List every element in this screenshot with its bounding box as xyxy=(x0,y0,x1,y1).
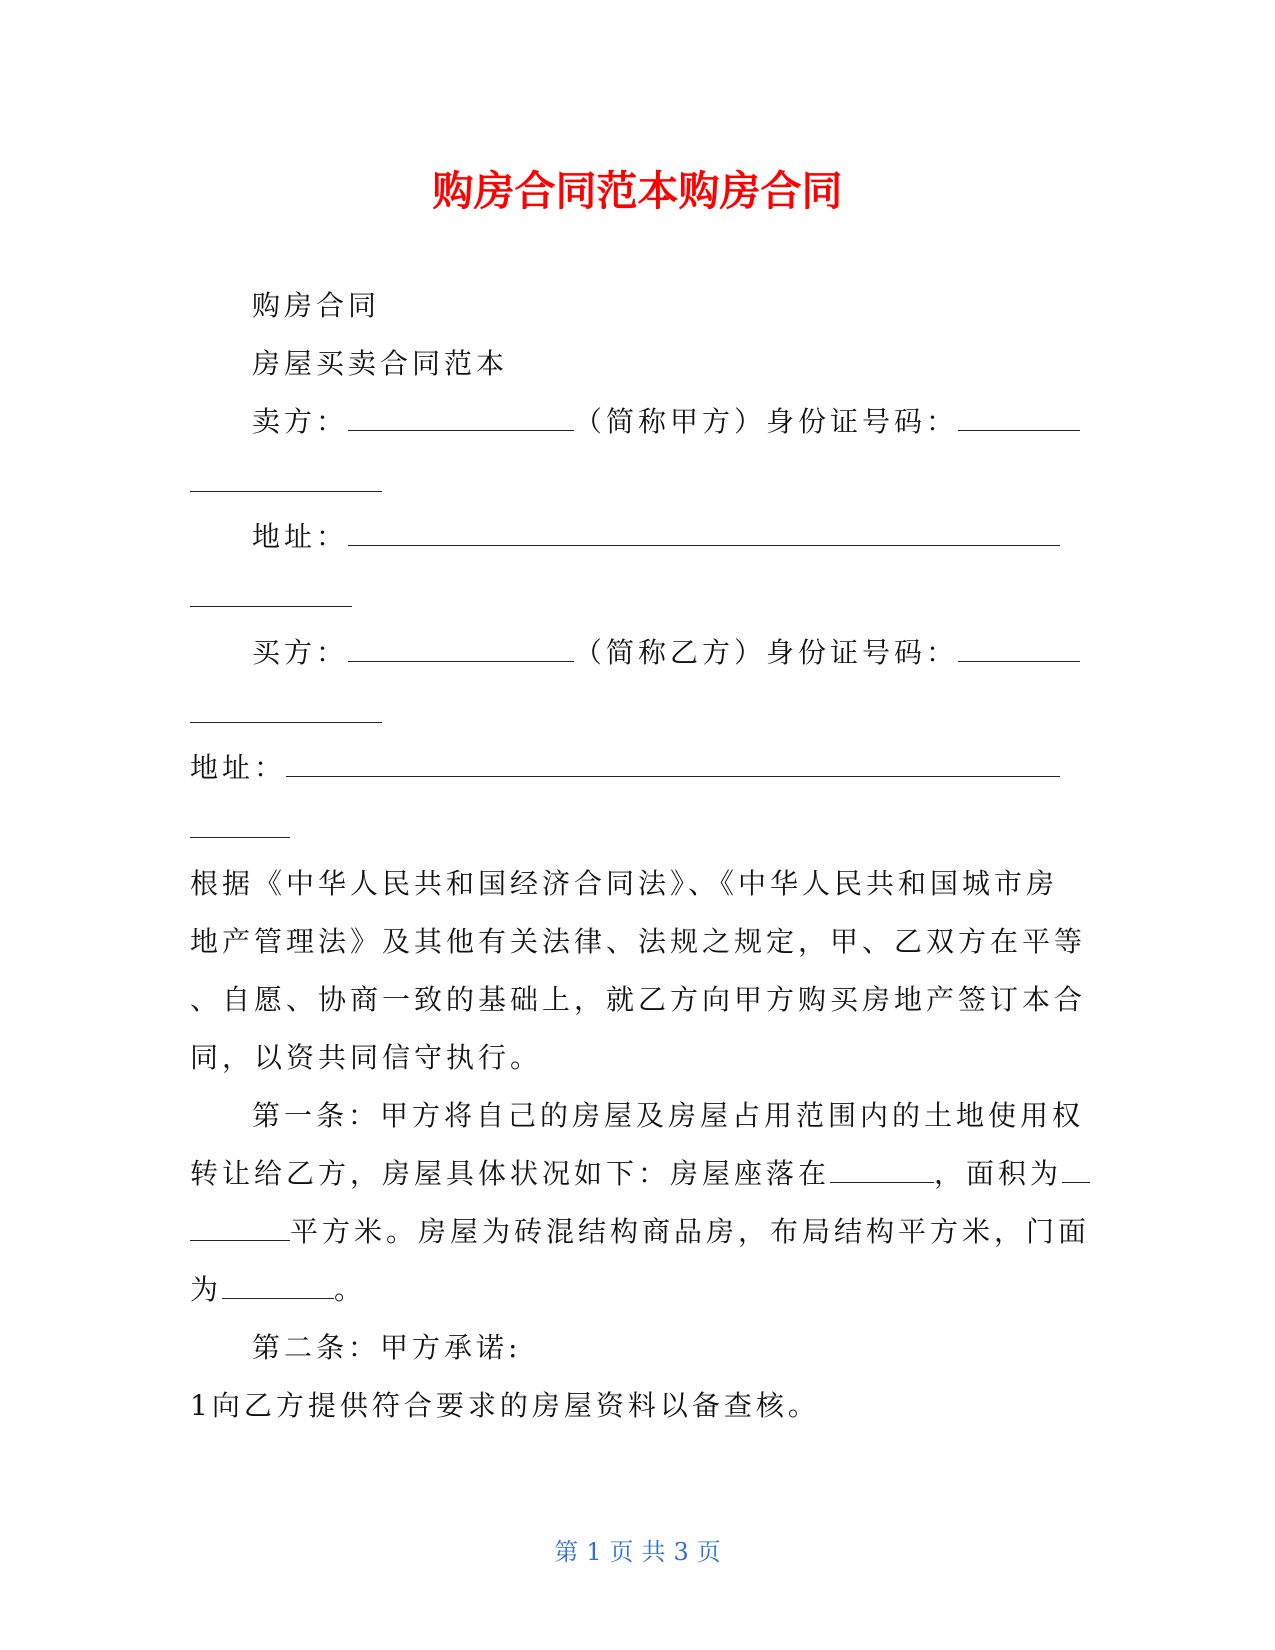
article-1-line-2 xyxy=(190,1154,1090,1194)
page-footer xyxy=(0,1537,1275,1567)
footer-total-word: 共 xyxy=(641,1538,666,1566)
preamble-line-4: 同，以资共同信守执行。 xyxy=(190,1041,543,1074)
seller-name-blank xyxy=(348,402,574,431)
seller-address-blank xyxy=(348,517,1060,546)
buyer-name-blank xyxy=(348,633,574,662)
storefront-label: 为 xyxy=(190,1273,223,1306)
buyer-id-label: （简称乙方）身份证号码： xyxy=(574,636,959,669)
article-2-item-1: 1向乙方提供符合要求的房屋资料以备查核。 xyxy=(190,1389,820,1422)
subheading-line: 房屋买卖合同范本 xyxy=(252,347,509,380)
preamble-line-2: 地产管理法》及其他有关法律、法规之规定，甲、乙双方在平等 xyxy=(190,925,1087,958)
preamble-line-1: 根据《中华人民共和国经济合同法》、《中华人民共和国城市房 xyxy=(190,867,1059,900)
area-blank-continued xyxy=(190,1212,290,1241)
seller-address-line xyxy=(252,517,1060,557)
footer-page-unit: 页 xyxy=(609,1538,634,1566)
storefront-blank xyxy=(222,1270,334,1299)
area-blank xyxy=(1062,1154,1090,1183)
location-label: 转让给乙方，房屋具体状况如下：房屋座落在 xyxy=(190,1157,831,1190)
buyer-address-blank-continued xyxy=(190,837,290,838)
buyer-id-blank-continued xyxy=(190,722,382,723)
seller-id-blank-continued xyxy=(190,491,382,492)
location-blank xyxy=(830,1154,934,1183)
article-1-line-4 xyxy=(190,1270,366,1310)
footer-total-number: 3 xyxy=(673,1538,689,1566)
buyer-address-line xyxy=(190,748,1060,788)
document-title: 购房合同范本购房合同 xyxy=(432,167,843,215)
structure-text: 平方米。房屋为砖混结构商品房，布局结构平方米，门面 xyxy=(290,1215,1091,1248)
seller-id-blank xyxy=(958,402,1080,431)
seller-address-blank-continued xyxy=(190,606,352,607)
buyer-label: 买方： xyxy=(252,636,349,669)
seller-label: 卖方： xyxy=(252,405,349,438)
buyer-address-label: 地址： xyxy=(190,751,287,784)
buyer-id-blank xyxy=(958,633,1080,662)
area-label: ，面积为 xyxy=(934,1157,1063,1190)
buyer-line xyxy=(252,633,1080,673)
footer-page-word: 第 xyxy=(554,1538,579,1566)
seller-address-label: 地址： xyxy=(252,520,349,553)
seller-id-label: （简称甲方）身份证号码： xyxy=(574,405,959,438)
preamble-line-3: 、自愿、协商一致的基础上，就乙方向甲方购买房地产签订本合 xyxy=(190,983,1087,1016)
footer-total-unit: 页 xyxy=(696,1538,721,1566)
buyer-address-blank xyxy=(286,748,1060,777)
article-2-heading: 第二条：甲方承诺: xyxy=(252,1331,522,1364)
article-1-line-1: 第一条：甲方将自己的房屋及房屋占用范围内的土地使用权 xyxy=(252,1099,1085,1132)
footer-page-number: 1 xyxy=(586,1538,602,1566)
article-1-line-3 xyxy=(190,1212,1090,1252)
heading-line: 购房合同 xyxy=(252,289,381,322)
seller-line xyxy=(252,402,1080,442)
storefront-end: 。 xyxy=(334,1273,367,1306)
